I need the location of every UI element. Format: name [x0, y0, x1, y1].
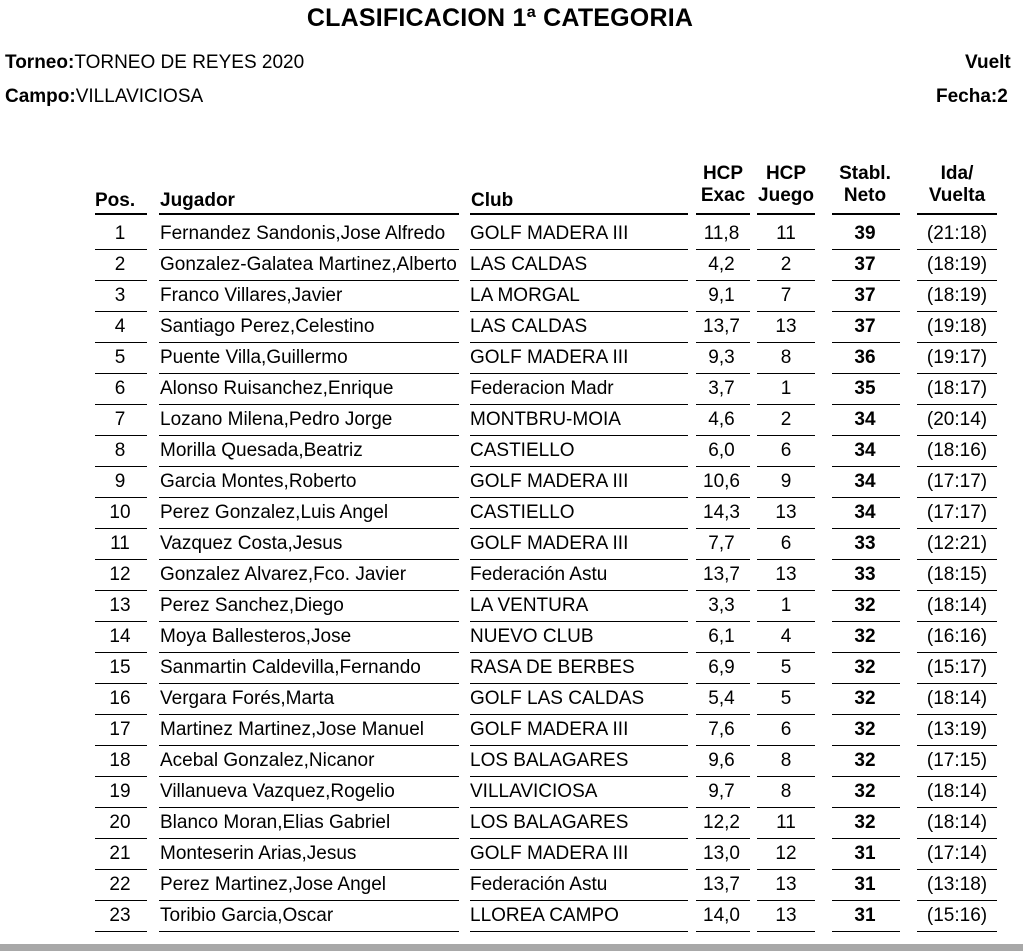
- player-cell: Vazquez Costa,Jesus: [160, 533, 343, 554]
- row-rule: [917, 931, 997, 932]
- table-row: [0, 839, 1023, 870]
- hcp-exact-cell: 14,0: [703, 905, 740, 926]
- hcp-exact-cell: 6,0: [708, 440, 735, 461]
- hcp-exact-cell: 7,7: [708, 533, 735, 554]
- pos-cell: 8: [114, 440, 126, 461]
- net-points-cell: 39: [854, 223, 876, 244]
- player-cell: Perez Martinez,Jose Angel: [160, 874, 387, 895]
- hcp-exact-cell: 9,1: [708, 285, 735, 306]
- header-hcp-exact-underline: [696, 213, 750, 215]
- club-cell: LA VENTURA: [470, 595, 589, 616]
- split-cell: (15:16): [926, 905, 988, 926]
- net-points-cell: 32: [854, 781, 876, 802]
- table-row: [0, 684, 1023, 715]
- pos-cell: 5: [114, 347, 126, 368]
- hcp-exact-cell: 3,3: [708, 595, 735, 616]
- row-rule: [159, 931, 459, 932]
- page-title: CLASIFICACION 1ª CATEGORIA: [306, 4, 694, 32]
- player-cell: Martinez Martinez,Jose Manuel: [160, 719, 424, 740]
- hcp-exact-cell: 13,7: [703, 874, 740, 895]
- net-points-cell: 33: [854, 533, 876, 554]
- header-net-line2: Neto: [843, 185, 887, 206]
- pos-cell: 13: [109, 595, 131, 616]
- club-cell: GOLF MADERA III: [470, 533, 629, 554]
- split-cell: (19:17): [926, 347, 988, 368]
- split-cell: (15:17): [926, 657, 988, 678]
- net-points-cell: 37: [854, 316, 876, 337]
- round-label: Vuelt: [965, 52, 1011, 73]
- split-cell: (18:15): [926, 564, 988, 585]
- course-value: VILLAVICIOSA: [75, 86, 204, 107]
- header-net-line1: Stabl.: [839, 163, 891, 184]
- pos-cell: 21: [109, 843, 131, 864]
- player-cell: Moya Ballesteros,Jose: [160, 626, 352, 647]
- hcp-exact-cell: 6,9: [708, 657, 735, 678]
- table-row: [0, 219, 1023, 250]
- hcp-game-cell: 12: [775, 843, 797, 864]
- pos-cell: 10: [109, 502, 131, 523]
- player-cell: Franco Villares,Javier: [160, 285, 343, 306]
- club-cell: MONTBRU-MOIA: [470, 409, 621, 430]
- table-row: [0, 405, 1023, 436]
- hcp-game-cell: 4: [780, 626, 792, 647]
- table-row: [0, 436, 1023, 467]
- net-points-cell: 36: [854, 347, 876, 368]
- split-cell: (18:14): [926, 688, 988, 709]
- player-cell: Gonzalez-Galatea Martinez,Alberto: [160, 254, 457, 275]
- date-line: [936, 86, 1008, 108]
- table-row: [0, 870, 1023, 901]
- header-hcp-exact-line2: Exac: [700, 185, 746, 206]
- row-rule: [470, 931, 688, 932]
- club-cell: LAS CALDAS: [470, 254, 588, 275]
- table-row: [0, 901, 1023, 932]
- player-cell: Villanueva Vazquez,Rogelio: [160, 781, 395, 802]
- header-split: [915, 163, 999, 207]
- hcp-game-cell: 13: [775, 874, 797, 895]
- pos-cell: 14: [109, 626, 131, 647]
- club-cell: NUEVO CLUB: [470, 626, 594, 647]
- club-cell: GOLF MADERA III: [470, 471, 629, 492]
- club-cell: Federacion Madr: [470, 378, 614, 399]
- hcp-game-cell: 8: [780, 347, 792, 368]
- hcp-game-cell: 11: [776, 223, 796, 244]
- table-row: [0, 591, 1023, 622]
- pos-cell: 3: [114, 285, 126, 306]
- split-cell: (13:18): [926, 874, 988, 895]
- player-cell: Garcia Montes,Roberto: [160, 471, 357, 492]
- player-cell: Vergara Forés,Marta: [160, 688, 335, 709]
- club-cell: LOS BALAGARES: [470, 750, 629, 771]
- split-cell: (16:16): [926, 626, 988, 647]
- club-cell: GOLF MADERA III: [470, 843, 629, 864]
- net-points-cell: 32: [854, 812, 876, 833]
- player-cell: Acebal Gonzalez,Nicanor: [160, 750, 375, 771]
- hcp-exact-cell: 13,7: [703, 316, 740, 337]
- row-rule: [757, 931, 815, 932]
- hcp-game-cell: 6: [780, 440, 792, 461]
- row-rule: [832, 931, 900, 932]
- hcp-game-cell: 1: [780, 595, 792, 616]
- player-cell: Gonzalez Alvarez,Fco. Javier: [160, 564, 407, 585]
- table-row: [0, 343, 1023, 374]
- club-cell: GOLF MADERA III: [470, 347, 629, 368]
- net-points-cell: 32: [854, 750, 876, 771]
- split-cell: (17:17): [926, 502, 988, 523]
- table-row: [0, 467, 1023, 498]
- header-hcp-game-line2: Juego: [758, 185, 814, 206]
- table-row: [0, 622, 1023, 653]
- pos-cell: 15: [109, 657, 131, 678]
- player-cell: Blanco Moran,Elias Gabriel: [160, 812, 391, 833]
- header-hcp-game-line1: HCP: [765, 163, 807, 184]
- hcp-exact-cell: 13,0: [703, 843, 740, 864]
- hcp-exact-cell: 9,6: [708, 750, 735, 771]
- split-cell: (21:18): [926, 223, 988, 244]
- hcp-game-cell: 13: [775, 905, 797, 926]
- split-cell: (12:21): [926, 533, 988, 554]
- header-club: Club: [471, 190, 514, 211]
- header-split-line1: Ida/: [940, 163, 974, 184]
- header-hcp-game: [755, 163, 817, 207]
- header-club-underline: [470, 213, 688, 215]
- tournament-label: Torneo:: [5, 52, 75, 73]
- player-cell: Puente Villa,Guillermo: [160, 347, 348, 368]
- hcp-exact-cell: 4,2: [708, 254, 735, 275]
- club-cell: LA MORGAL: [470, 285, 580, 306]
- net-points-cell: 31: [854, 905, 876, 926]
- header-hcp-game-underline: [757, 213, 815, 215]
- split-cell: (13:19): [926, 719, 988, 740]
- header-player: Jugador: [160, 190, 235, 211]
- hcp-exact-cell: 7,6: [708, 719, 735, 740]
- table-row: [0, 777, 1023, 808]
- hcp-game-cell: 7: [780, 285, 792, 306]
- hcp-game-cell: 6: [780, 533, 792, 554]
- club-cell: RASA DE BERBES: [470, 657, 635, 678]
- course-label: Campo:: [5, 86, 76, 107]
- header-hcp-exact-line1: HCP: [702, 163, 744, 184]
- hcp-exact-cell: 9,3: [708, 347, 735, 368]
- pos-cell: 11: [110, 533, 130, 554]
- club-cell: LLOREA CAMPO: [470, 905, 619, 926]
- net-points-cell: 37: [854, 285, 876, 306]
- pos-cell: 2: [114, 254, 126, 275]
- hcp-game-cell: 13: [775, 502, 797, 523]
- date-label: Fecha:: [936, 86, 998, 107]
- club-cell: GOLF MADERA III: [470, 223, 629, 244]
- club-cell: LOS BALAGARES: [470, 812, 629, 833]
- pos-cell: 16: [109, 688, 131, 709]
- hcp-exact-cell: 5,4: [708, 688, 735, 709]
- split-cell: (19:18): [926, 316, 988, 337]
- table-row: [0, 715, 1023, 746]
- pos-cell: 6: [114, 378, 126, 399]
- table-row: [0, 374, 1023, 405]
- table-row: [0, 653, 1023, 684]
- table-row: [0, 498, 1023, 529]
- table-row: [0, 808, 1023, 839]
- hcp-exact-cell: 3,7: [708, 378, 735, 399]
- hcp-game-cell: 1: [780, 378, 792, 399]
- club-cell: Federación Astu: [470, 874, 608, 895]
- net-points-cell: 34: [854, 409, 876, 430]
- split-cell: (17:14): [926, 843, 988, 864]
- pos-cell: 23: [109, 905, 131, 926]
- row-rule: [95, 931, 147, 932]
- club-cell: GOLF MADERA III: [470, 719, 629, 740]
- club-cell: Federación Astu: [470, 564, 608, 585]
- hcp-exact-cell: 13,7: [703, 564, 740, 585]
- hcp-exact-cell: 6,1: [708, 626, 735, 647]
- row-rule: [696, 931, 750, 932]
- pos-cell: 1: [114, 223, 126, 244]
- net-points-cell: 32: [854, 688, 876, 709]
- pos-cell: 17: [109, 719, 131, 740]
- hcp-exact-cell: 11,8: [703, 223, 740, 244]
- net-points-cell: 32: [854, 657, 876, 678]
- split-cell: (18:16): [926, 440, 988, 461]
- header-split-line2: Vuelta: [928, 185, 986, 206]
- hcp-game-cell: 9: [780, 471, 792, 492]
- header-pos-underline: [95, 213, 147, 215]
- club-cell: GOLF LAS CALDAS: [470, 688, 645, 709]
- split-cell: (18:14): [926, 781, 988, 802]
- header-player-underline: [159, 213, 459, 215]
- split-cell: (18:19): [926, 285, 988, 306]
- player-cell: Santiago Perez,Celestino: [160, 316, 375, 337]
- hcp-game-cell: 5: [780, 657, 792, 678]
- net-points-cell: 32: [854, 595, 876, 616]
- hcp-exact-cell: 4,6: [708, 409, 735, 430]
- hcp-game-cell: 2: [780, 409, 792, 430]
- tournament-value: TORNEO DE REYES 2020: [74, 52, 305, 73]
- player-cell: Fernandez Sandonis,Jose Alfredo: [160, 223, 446, 244]
- player-cell: Toribio Garcia,Oscar: [160, 905, 334, 926]
- table-row: [0, 560, 1023, 591]
- net-points-cell: 31: [854, 874, 876, 895]
- net-points-cell: 32: [854, 719, 876, 740]
- hcp-exact-cell: 14,3: [703, 502, 740, 523]
- pos-cell: 22: [109, 874, 131, 895]
- club-cell: LAS CALDAS: [470, 316, 588, 337]
- hcp-exact-cell: 9,7: [708, 781, 735, 802]
- split-cell: (18:14): [926, 812, 988, 833]
- club-cell: CASTIELLO: [470, 440, 575, 461]
- player-cell: Alonso Ruisanchez,Enrique: [160, 378, 394, 399]
- table-row: [0, 529, 1023, 560]
- net-points-cell: 33: [854, 564, 876, 585]
- player-cell: Perez Sanchez,Diego: [160, 595, 344, 616]
- date-value: 2: [997, 86, 1008, 107]
- hcp-game-cell: 13: [775, 316, 797, 337]
- tournament-line: [5, 52, 304, 74]
- course-line: [5, 86, 203, 108]
- pos-cell: 20: [109, 812, 131, 833]
- hcp-exact-cell: 12,2: [703, 812, 740, 833]
- header-pos: Pos.: [95, 190, 136, 211]
- net-points-cell: 34: [854, 440, 876, 461]
- split-cell: (17:15): [926, 750, 988, 771]
- split-cell: (20:14): [926, 409, 988, 430]
- hcp-exact-cell: 10,6: [703, 471, 740, 492]
- club-cell: CASTIELLO: [470, 502, 575, 523]
- split-cell: (18:14): [926, 595, 988, 616]
- hcp-game-cell: 13: [775, 564, 797, 585]
- table-row: [0, 746, 1023, 777]
- net-points-cell: 31: [854, 843, 876, 864]
- pos-cell: 12: [109, 564, 131, 585]
- header-hcp-exact: [694, 163, 752, 207]
- net-points-cell: 34: [854, 471, 876, 492]
- pos-cell: 4: [114, 316, 126, 337]
- net-points-cell: 35: [854, 378, 876, 399]
- pos-cell: 9: [114, 471, 126, 492]
- club-cell: VILLAVICIOSA: [470, 781, 598, 802]
- net-points-cell: 32: [854, 626, 876, 647]
- header-net-underline: [832, 213, 900, 215]
- pos-cell: 19: [109, 781, 131, 802]
- split-cell: (17:17): [926, 471, 988, 492]
- player-cell: Perez Gonzalez,Luis Angel: [160, 502, 389, 523]
- hcp-game-cell: 11: [776, 812, 796, 833]
- split-cell: (18:19): [926, 254, 988, 275]
- table-row: [0, 312, 1023, 343]
- hcp-game-cell: 6: [780, 719, 792, 740]
- net-points-cell: 37: [854, 254, 876, 275]
- pos-cell: 7: [114, 409, 126, 430]
- hcp-game-cell: 8: [780, 750, 792, 771]
- pos-cell: 18: [109, 750, 131, 771]
- header-split-underline: [917, 213, 997, 215]
- table-row: [0, 250, 1023, 281]
- bottom-scrollbar-edge: [0, 944, 1023, 951]
- player-cell: Monteserin Arias,Jesus: [160, 843, 357, 864]
- hcp-game-cell: 5: [780, 688, 792, 709]
- net-points-cell: 34: [854, 502, 876, 523]
- hcp-game-cell: 8: [780, 781, 792, 802]
- player-cell: Morilla Quesada,Beatriz: [160, 440, 363, 461]
- header-net: [829, 163, 901, 207]
- split-cell: (18:17): [926, 378, 988, 399]
- hcp-game-cell: 2: [780, 254, 792, 275]
- player-cell: Lozano Milena,Pedro Jorge: [160, 409, 393, 430]
- player-cell: Sanmartin Caldevilla,Fernando: [160, 657, 421, 678]
- table-row: [0, 281, 1023, 312]
